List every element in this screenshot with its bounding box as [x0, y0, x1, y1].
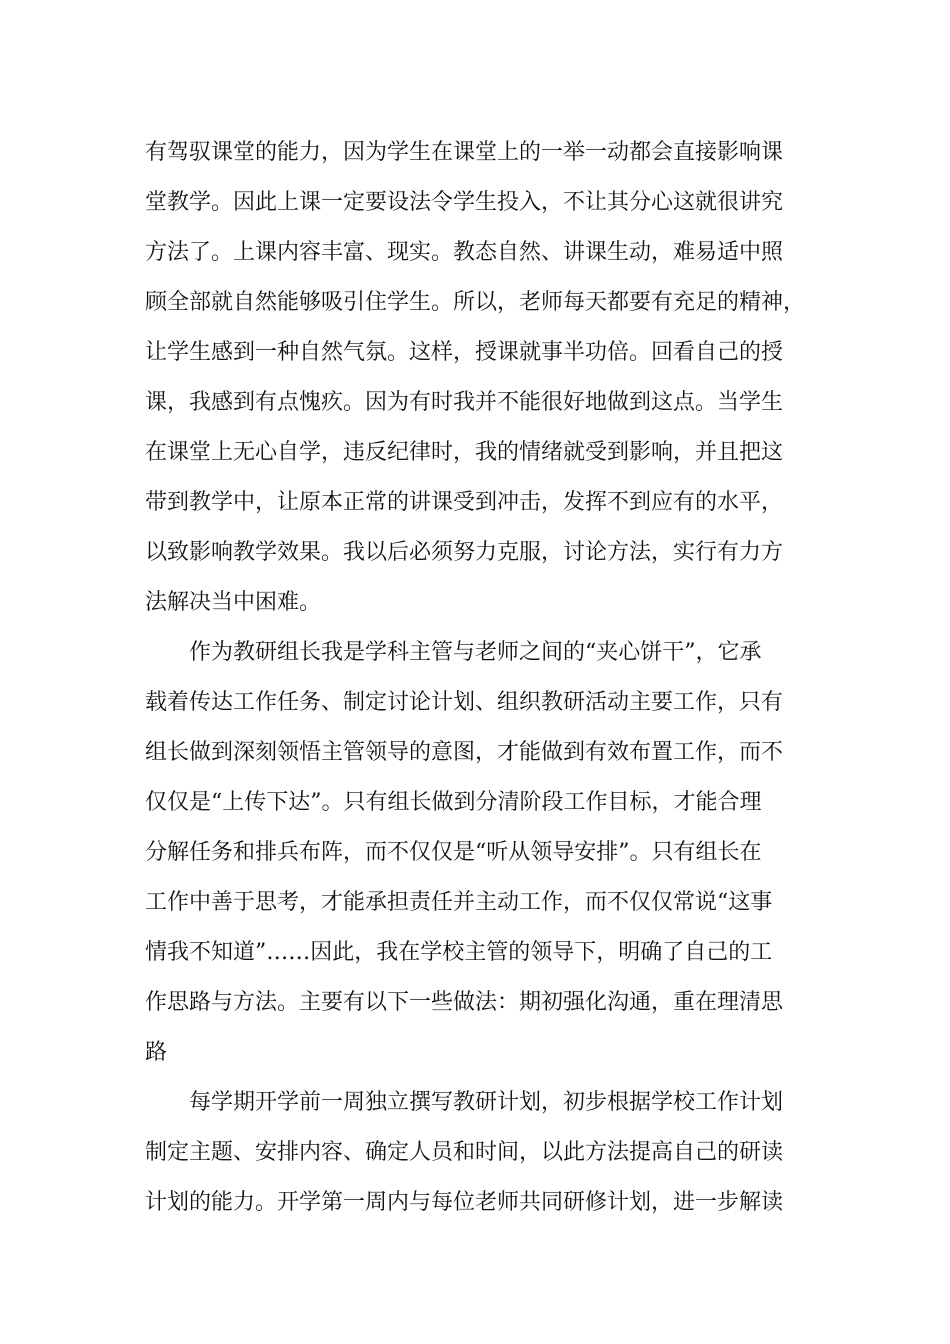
text-line: 顾全部就自然能够吸引住学生。所以，老师每天都要有充足的精神，: [145, 290, 806, 315]
text-line: 让学生感到一种自然气氛。这样，授课就事半功倍。回看自己的授: [145, 340, 784, 365]
body-text: [145, 128, 815, 1228]
text-line: 方法了。上课内容丰富、现实。教态自然、讲课生动，难易适中照: [145, 240, 784, 265]
text-line: 分解任务和排兵布阵，而不仅仅是“听从领导安排”。只有组长在: [145, 840, 762, 865]
text-line: 带到教学中，让原本正常的讲课受到冲击，发挥不到应有的水平，: [145, 490, 784, 515]
text-line: 有驾驭课堂的能力，因为学生在课堂上的一举一动都会直接影响课: [145, 140, 784, 165]
text-line: 组长做到深刻领悟主管领导的意图，才能做到有效布置工作，而不: [145, 740, 784, 765]
text-line: 载着传达工作任务、制定讨论计划、组织教研活动主要工作，只有: [145, 690, 784, 715]
text-line: 制定主题、安排内容、确定人员和时间，以此方法提高自己的研读: [145, 1140, 784, 1165]
text-line: 每学期开学前一周独立撰写教研计划，初步根据学校工作计划: [189, 1090, 784, 1115]
text-line: 在课堂上无心自学，违反纪律时，我的情绪就受到影响，并且把这: [145, 440, 784, 465]
text-line: 作思路与方法。主要有以下一些做法：期初强化沟通，重在理清思: [145, 990, 784, 1015]
text-line: 课，我感到有点愧疚。因为有时我并不能很好地做到这点。当学生: [145, 390, 784, 415]
text-line: 作为教研组长我是学科主管与老师之间的“夹心饼干”，它承: [189, 640, 762, 665]
text-line: 工作中善于思考，才能承担责任并主动工作，而不仅仅常说“这事: [145, 890, 773, 915]
text-line: 堂教学。因此上课一定要设法令学生投入，不让其分心这就很讲究: [145, 190, 784, 215]
text-line: 仅仅是“上传下达”。只有组长做到分清阶段工作目标，才能合理: [145, 790, 762, 815]
text-line: 计划的能力。开学第一周内与每位老师共同研修计划，进一步解读: [145, 1190, 784, 1215]
text-line: 路: [145, 1040, 168, 1065]
text-line: 情我不知道”……因此，我在学校主管的领导下，明确了自己的工: [145, 940, 773, 965]
text-line: 法解决当中困难。: [145, 590, 322, 615]
text-line: 以致影响教学效果。我以后必须努力克服，讨论方法，实行有力方: [145, 540, 784, 565]
